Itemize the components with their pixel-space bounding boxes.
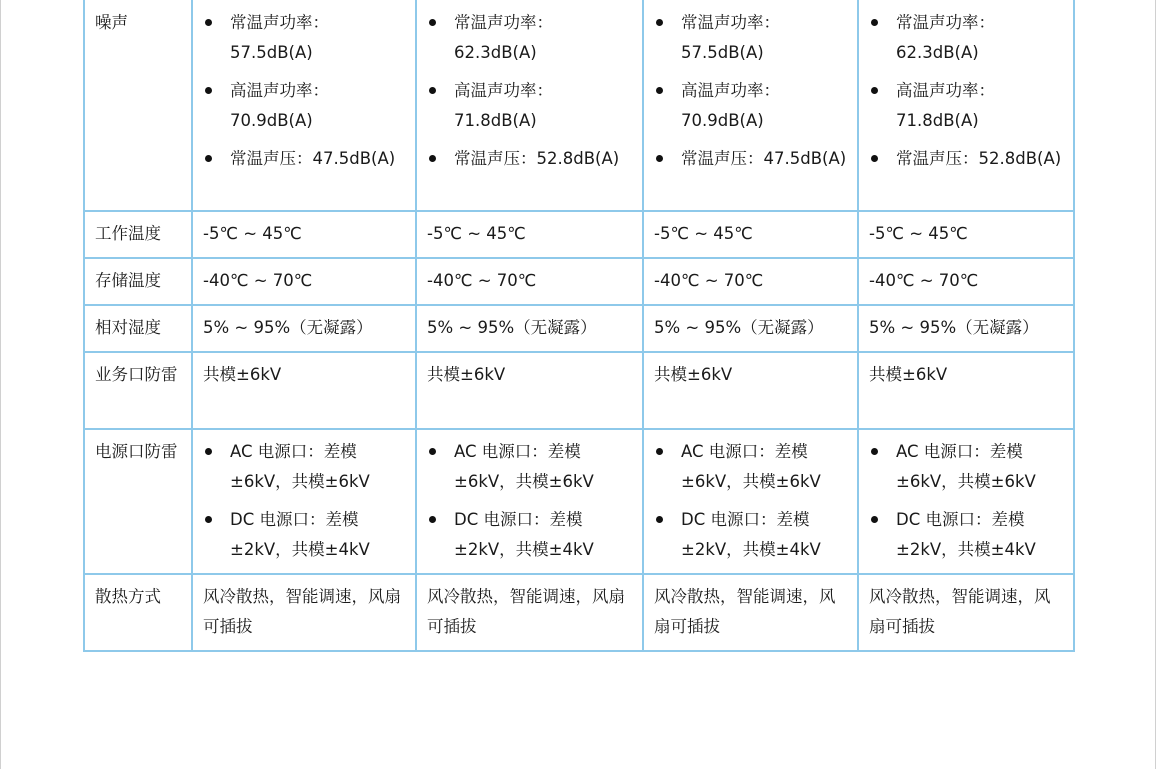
- table-cell: 共模±6kV: [858, 352, 1074, 429]
- list-item: 常温声功率：62.3dB(A): [427, 8, 634, 68]
- table-cell: -5℃ ~ 45℃: [858, 211, 1074, 258]
- row-label: 存储温度: [84, 258, 192, 305]
- list-item: AC 电源口：差模±6kV，共模±6kV: [869, 437, 1065, 497]
- list-item: DC 电源口：差模±2kV，共模±4kV: [869, 505, 1065, 565]
- bullet-list: [203, 437, 407, 565]
- table-row-cooling: [84, 574, 1074, 651]
- list-item: AC 电源口：差模±6kV，共模±6kV: [427, 437, 634, 497]
- table-cell: 风冷散热，智能调速，风扇可插拔: [643, 574, 858, 651]
- bullet-list: [427, 8, 634, 174]
- table-cell: [858, 429, 1074, 574]
- row-label: 工作温度: [84, 211, 192, 258]
- list-item: 常温声功率：57.5dB(A): [654, 8, 849, 68]
- table-row-noise: [84, 0, 1074, 211]
- table-cell: 风冷散热，智能调速，风扇可插拔: [192, 574, 416, 651]
- table-cell: -40℃ ~ 70℃: [416, 258, 643, 305]
- list-item: 高温声功率：70.9dB(A): [654, 76, 849, 136]
- list-item: 常温声功率：62.3dB(A): [869, 8, 1065, 68]
- row-label: 噪声: [84, 0, 192, 211]
- table-cell: -40℃ ~ 70℃: [858, 258, 1074, 305]
- table-cell: -5℃ ~ 45℃: [643, 211, 858, 258]
- table-cell: -5℃ ~ 45℃: [192, 211, 416, 258]
- bullet-list: [203, 8, 407, 174]
- bullet-list: [869, 437, 1065, 565]
- page-edge-right: [1155, 0, 1156, 769]
- row-label: 散热方式: [84, 574, 192, 651]
- list-item: 常温声压：47.5dB(A): [203, 144, 407, 174]
- row-label: 电源口防雷: [84, 429, 192, 574]
- page-edge-left: [0, 0, 1, 769]
- table-cell: 5% ~ 95%（无凝露）: [858, 305, 1074, 352]
- table-cell: -5℃ ~ 45℃: [416, 211, 643, 258]
- table-cell: [858, 0, 1074, 211]
- list-item: 高温声功率：70.9dB(A): [203, 76, 407, 136]
- table-cell: 风冷散热，智能调速，风扇可插拔: [858, 574, 1074, 651]
- bullet-list: [869, 8, 1065, 174]
- spec-table: [83, 0, 1075, 652]
- table-cell: [192, 0, 416, 211]
- list-item: 常温声压：52.8dB(A): [869, 144, 1065, 174]
- table-cell: 5% ~ 95%（无凝露）: [192, 305, 416, 352]
- table-row-service-port-surge: [84, 352, 1074, 429]
- table-cell: -40℃ ~ 70℃: [192, 258, 416, 305]
- table-cell: [416, 429, 643, 574]
- bullet-list: [654, 8, 849, 174]
- list-item: 高温声功率：71.8dB(A): [869, 76, 1065, 136]
- list-item: DC 电源口：差模±2kV，共模±4kV: [654, 505, 849, 565]
- table-row-humidity: [84, 305, 1074, 352]
- table-cell: 风冷散热，智能调速，风扇可插拔: [416, 574, 643, 651]
- list-item: 常温声功率：57.5dB(A): [203, 8, 407, 68]
- list-item: AC 电源口：差模±6kV，共模±6kV: [203, 437, 407, 497]
- list-item: 常温声压：52.8dB(A): [427, 144, 634, 174]
- list-item: DC 电源口：差模±2kV，共模±4kV: [427, 505, 634, 565]
- table-cell: 5% ~ 95%（无凝露）: [416, 305, 643, 352]
- list-item: 常温声压：47.5dB(A): [654, 144, 849, 174]
- row-label: 业务口防雷: [84, 352, 192, 429]
- table-cell: [192, 429, 416, 574]
- table-cell: 5% ~ 95%（无凝露）: [643, 305, 858, 352]
- row-label: 相对湿度: [84, 305, 192, 352]
- table-row-storage-temp: [84, 258, 1074, 305]
- list-item: DC 电源口：差模±2kV，共模±4kV: [203, 505, 407, 565]
- list-item: 高温声功率：71.8dB(A): [427, 76, 634, 136]
- table-row-power-port-surge: [84, 429, 1074, 574]
- table-cell: -40℃ ~ 70℃: [643, 258, 858, 305]
- table-cell: 共模±6kV: [192, 352, 416, 429]
- table-row-operating-temp: [84, 211, 1074, 258]
- table-cell: 共模±6kV: [416, 352, 643, 429]
- list-item: AC 电源口：差模±6kV，共模±6kV: [654, 437, 849, 497]
- bullet-list: [654, 437, 849, 565]
- bullet-list: [427, 437, 634, 565]
- table-cell: 共模±6kV: [643, 352, 858, 429]
- table-cell: [643, 0, 858, 211]
- table-cell: [416, 0, 643, 211]
- table-cell: [643, 429, 858, 574]
